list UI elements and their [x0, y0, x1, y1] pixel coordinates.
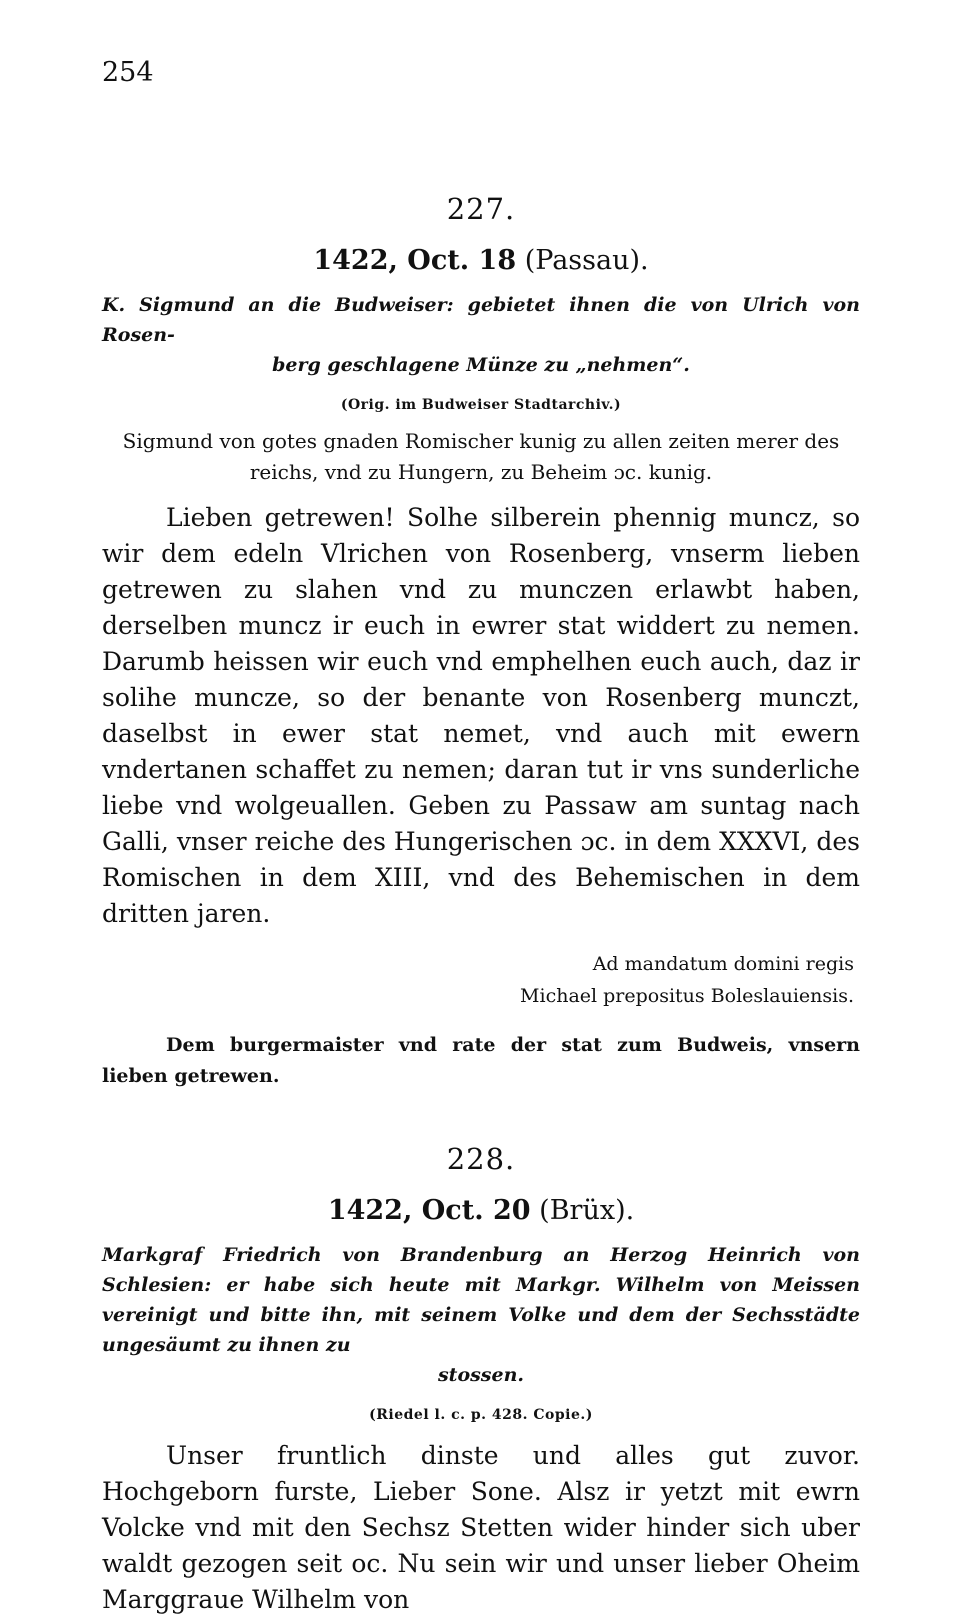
signature-line: Michael prepositus Boleslauiensis. — [520, 985, 854, 1007]
document-summary — [102, 290, 860, 380]
source-note: (Orig. im Budweiser Stadtarchiv.) — [340, 397, 622, 413]
summary-line: K. Sigmund an die Budweiser: gebietet ihnen die von Ulrich von Rosen- — [102, 294, 860, 346]
date-bold: 1422, Oct. 18 — [313, 245, 517, 276]
signature-line: Ad mandatum domini regis — [592, 953, 854, 975]
document-number: 227. — [446, 192, 516, 226]
summary-line: stossen. — [437, 1364, 525, 1386]
document-date — [102, 244, 860, 278]
page-number: 254 — [102, 57, 154, 88]
document-body: Lieben getrewen! Solhe silberein phennig muncz, so wir dem edeln Vlrichen von Rosenberg, vnserm lieben getrewen zu slahen vnd zu munczen erlawbt haben, derselben muncz ir euch in ewrer stat widdert zu nemen. Darumb heissen wir euch vnd emphelhen euch auch, daz ir solihe muncze, so der benante von Rosenberg munczt, daselbst in ewer stat nemet, vnd auch mit ewern vndertanen schaffet zu nemen; daran tut ir vns sunderliche liebe vnd wolgeuallen. Geben zu Passaw am suntag nach Galli, vnser reiche des Hungerischen ɔc. in dem XXXVI, des Romischen in dem XIII, vnd des Behemischen in dem dritten jaren. — [102, 503, 860, 928]
document-number: 228. — [446, 1142, 516, 1176]
date-place: (Brüx). — [539, 1195, 635, 1226]
source-note: (Riedel l. c. p. 428. Copie.) — [369, 1407, 593, 1423]
intitulatio: Sigmund von gotes gnaden Romischer kunig zu allen zeiten merer des reichs, vnd zu Hungern, zu Beheim ɔc. kunig. — [122, 429, 840, 484]
document-date — [102, 1194, 860, 1228]
date-bold: 1422, Oct. 20 — [327, 1195, 531, 1226]
signature — [102, 948, 854, 1012]
address-line: Dem burgermaister vnd rate der stat zum Budweis, vnsern lieben getrewen. — [102, 1034, 860, 1087]
date-place: (Passau). — [524, 245, 649, 276]
summary-line: Markgraf Friedrich von Brandenburg an Herzog Heinrich von Schlesien: er habe sich heute mit Markgr. Wilhelm von Meissen vereinigt und bitte ihn, mit seinem Volke und dem der Sechsstädte ungesäumt zu ihnen zu — [102, 1244, 860, 1356]
document-body: Unser fruntlich dinste und alles gut zuvor. Hochgeborn furste, Lieber Sone. Alsz ir yetzt mit ewrn Volcke vnd mit den Sechsz Stetten wider hinder sich uber waldt gezogen seit oc. Nu sein wir und unser lieber Oheim Marggraue Wilhelm von — [102, 1441, 860, 1614]
document-summary — [102, 1240, 860, 1390]
summary-line: berg geschlagene Münze zu „nehmen“. — [272, 354, 690, 376]
